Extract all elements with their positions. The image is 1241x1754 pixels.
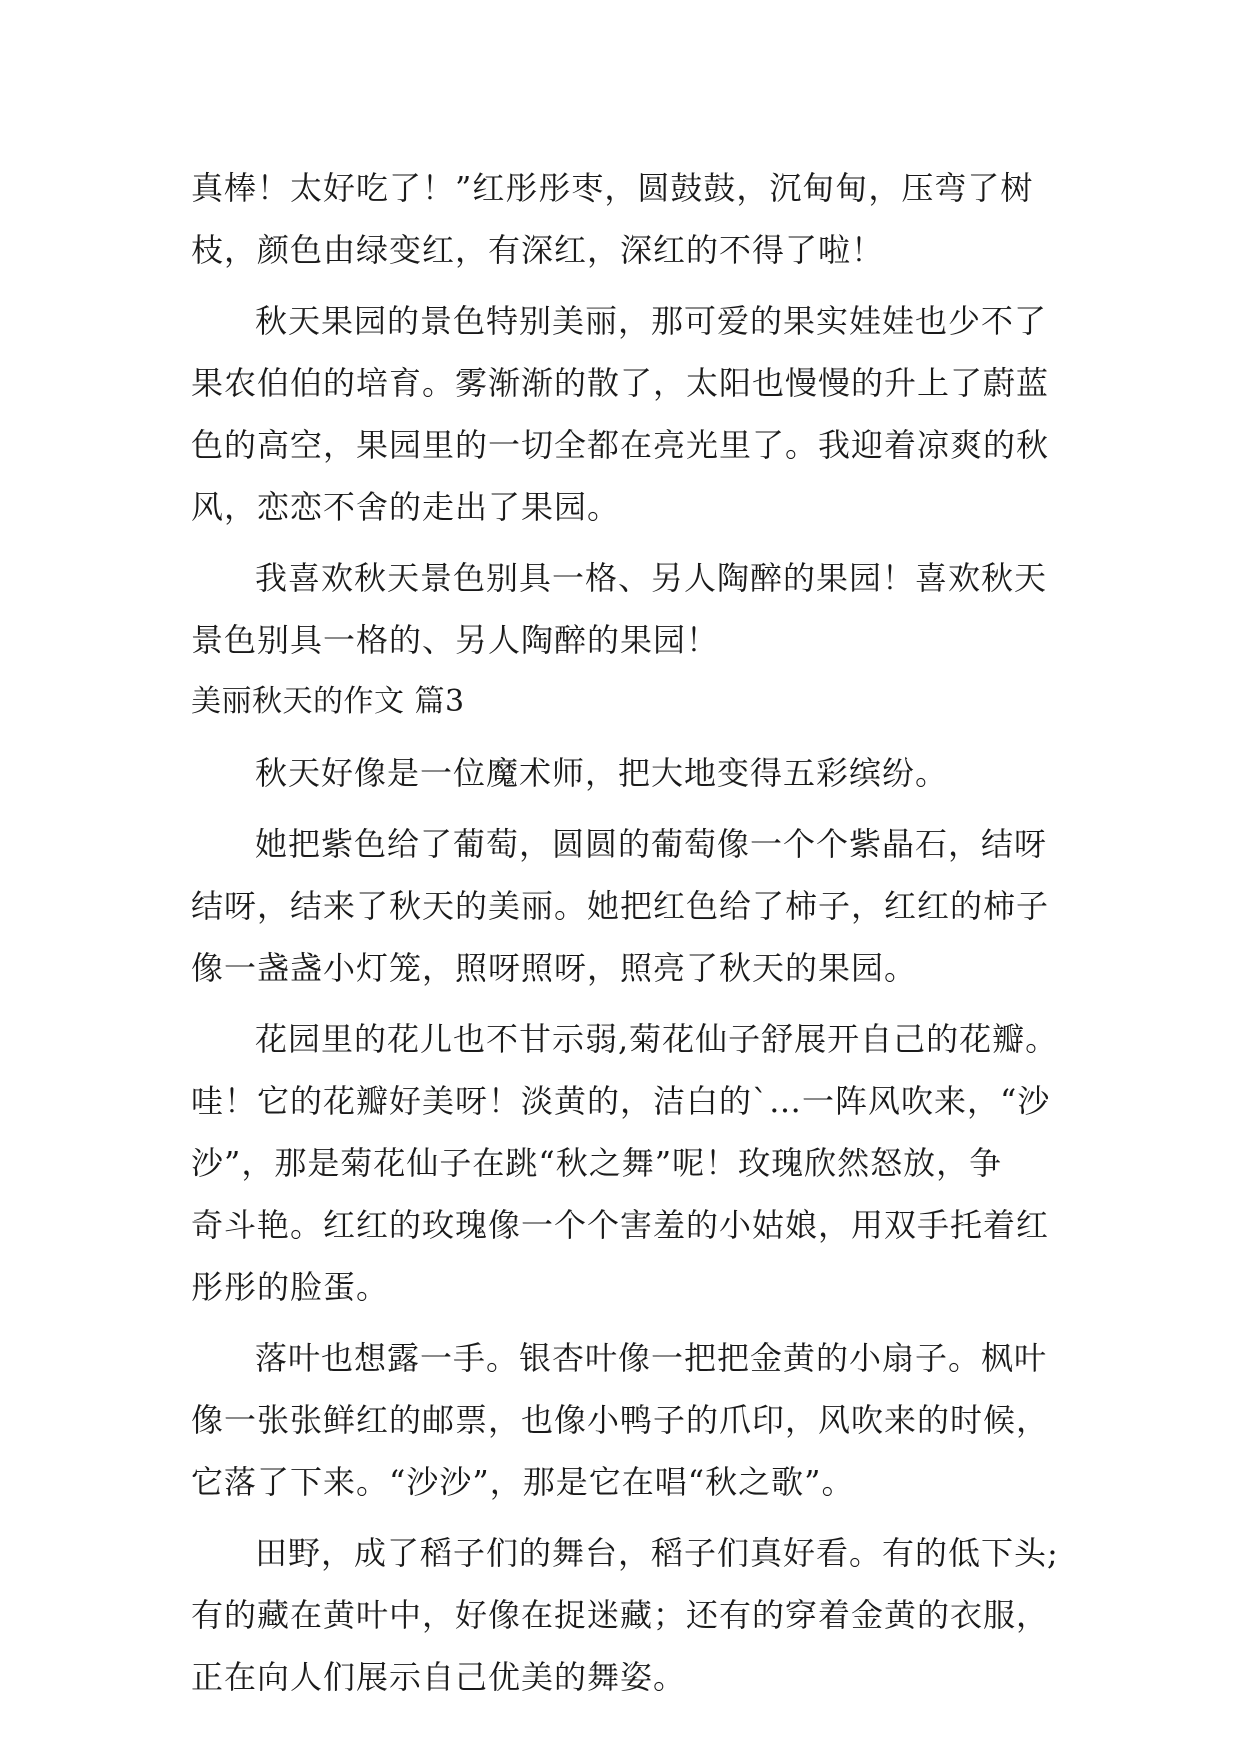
paragraph — [191, 742, 1057, 804]
section-heading: 美丽秋天的作文 篇3 — [191, 684, 465, 719]
paragraph — [191, 290, 1057, 538]
paragraph — [191, 1522, 1057, 1708]
text-line: 枝，颜色由绿变红，有深红，深红的不得了啦！ — [191, 231, 885, 269]
paragraph — [191, 547, 1057, 671]
text-line: 正在向人们展示自己优美的舞姿。 — [191, 1658, 687, 1696]
text-line: 景色别具一格的、另人陶醉的果园！ — [191, 621, 720, 659]
text-line: 有的藏在黄叶中，好像在捉迷藏；还有的穿着金黄的衣服， — [191, 1596, 1050, 1634]
text-line: 我喜欢秋天景色别具一格、另人陶醉的果园！喜欢秋天 — [255, 559, 1048, 597]
text-line: 田野，成了稻子们的舞台，稻子们真好看。有的低下头; — [255, 1534, 1059, 1572]
paragraph — [191, 1327, 1057, 1513]
text-line: 彤彤的脸蛋。 — [191, 1268, 390, 1306]
text-line: 像一盏盏小灯笼，照呀照呀，照亮了秋天的果园。 — [191, 949, 918, 987]
text-line: 结呀，结来了秋天的美丽。她把红色给了柿子，红红的柿子 — [191, 887, 1050, 925]
text-line: 花园里的花儿也不甘示弱,菊花仙子舒展开自己的花瓣。 — [255, 1020, 1059, 1058]
paragraph — [191, 1008, 1057, 1318]
text-line: 她把紫色给了葡萄，圆圆的葡萄像一个个紫晶石，结呀 — [255, 825, 1048, 863]
text-line: 沙”，那是菊花仙子在跳“秋之舞”呢！玫瑰欣然怒放，争 — [191, 1144, 1003, 1182]
paragraph — [191, 813, 1057, 999]
text-line: 果农伯伯的培育。雾渐渐的散了，太阳也慢慢的升上了蔚蓝 — [191, 364, 1050, 402]
text-line: 哇！它的花瓣好美呀！淡黄的，洁白的`…一阵风吹来，“沙 — [191, 1082, 1051, 1120]
text-line: 秋天果园的景色特别美丽，那可爱的果实娃娃也少不了 — [255, 302, 1048, 340]
text-line: 像一张张鲜红的邮票，也像小鸭子的爪印，风吹来的时候， — [191, 1401, 1050, 1439]
document-body — [191, 157, 1057, 1708]
text-line: 它落了下来。“沙沙”，那是它在唱“秋之歌”。 — [191, 1463, 855, 1501]
text-line: 奇斗艳。红红的玫瑰像一个个害羞的小姑娘，用双手托着红 — [191, 1206, 1050, 1244]
text-line: 风，恋恋不舍的走出了果园。 — [191, 488, 621, 526]
text-line: 真棒！太好吃了！”红彤彤枣，圆鼓鼓，沉甸甸，压弯了树 — [191, 169, 1034, 207]
text-line: 秋天好像是一位魔术师，把大地变得五彩缤纷。 — [255, 754, 949, 792]
text-line: 色的高空，果园里的一切全都在亮光里了。我迎着凉爽的秋 — [191, 426, 1050, 464]
paragraph — [191, 157, 1057, 281]
text-line: 落叶也想露一手。银杏叶像一把把金黄的小扇子。枫叶 — [255, 1339, 1048, 1377]
